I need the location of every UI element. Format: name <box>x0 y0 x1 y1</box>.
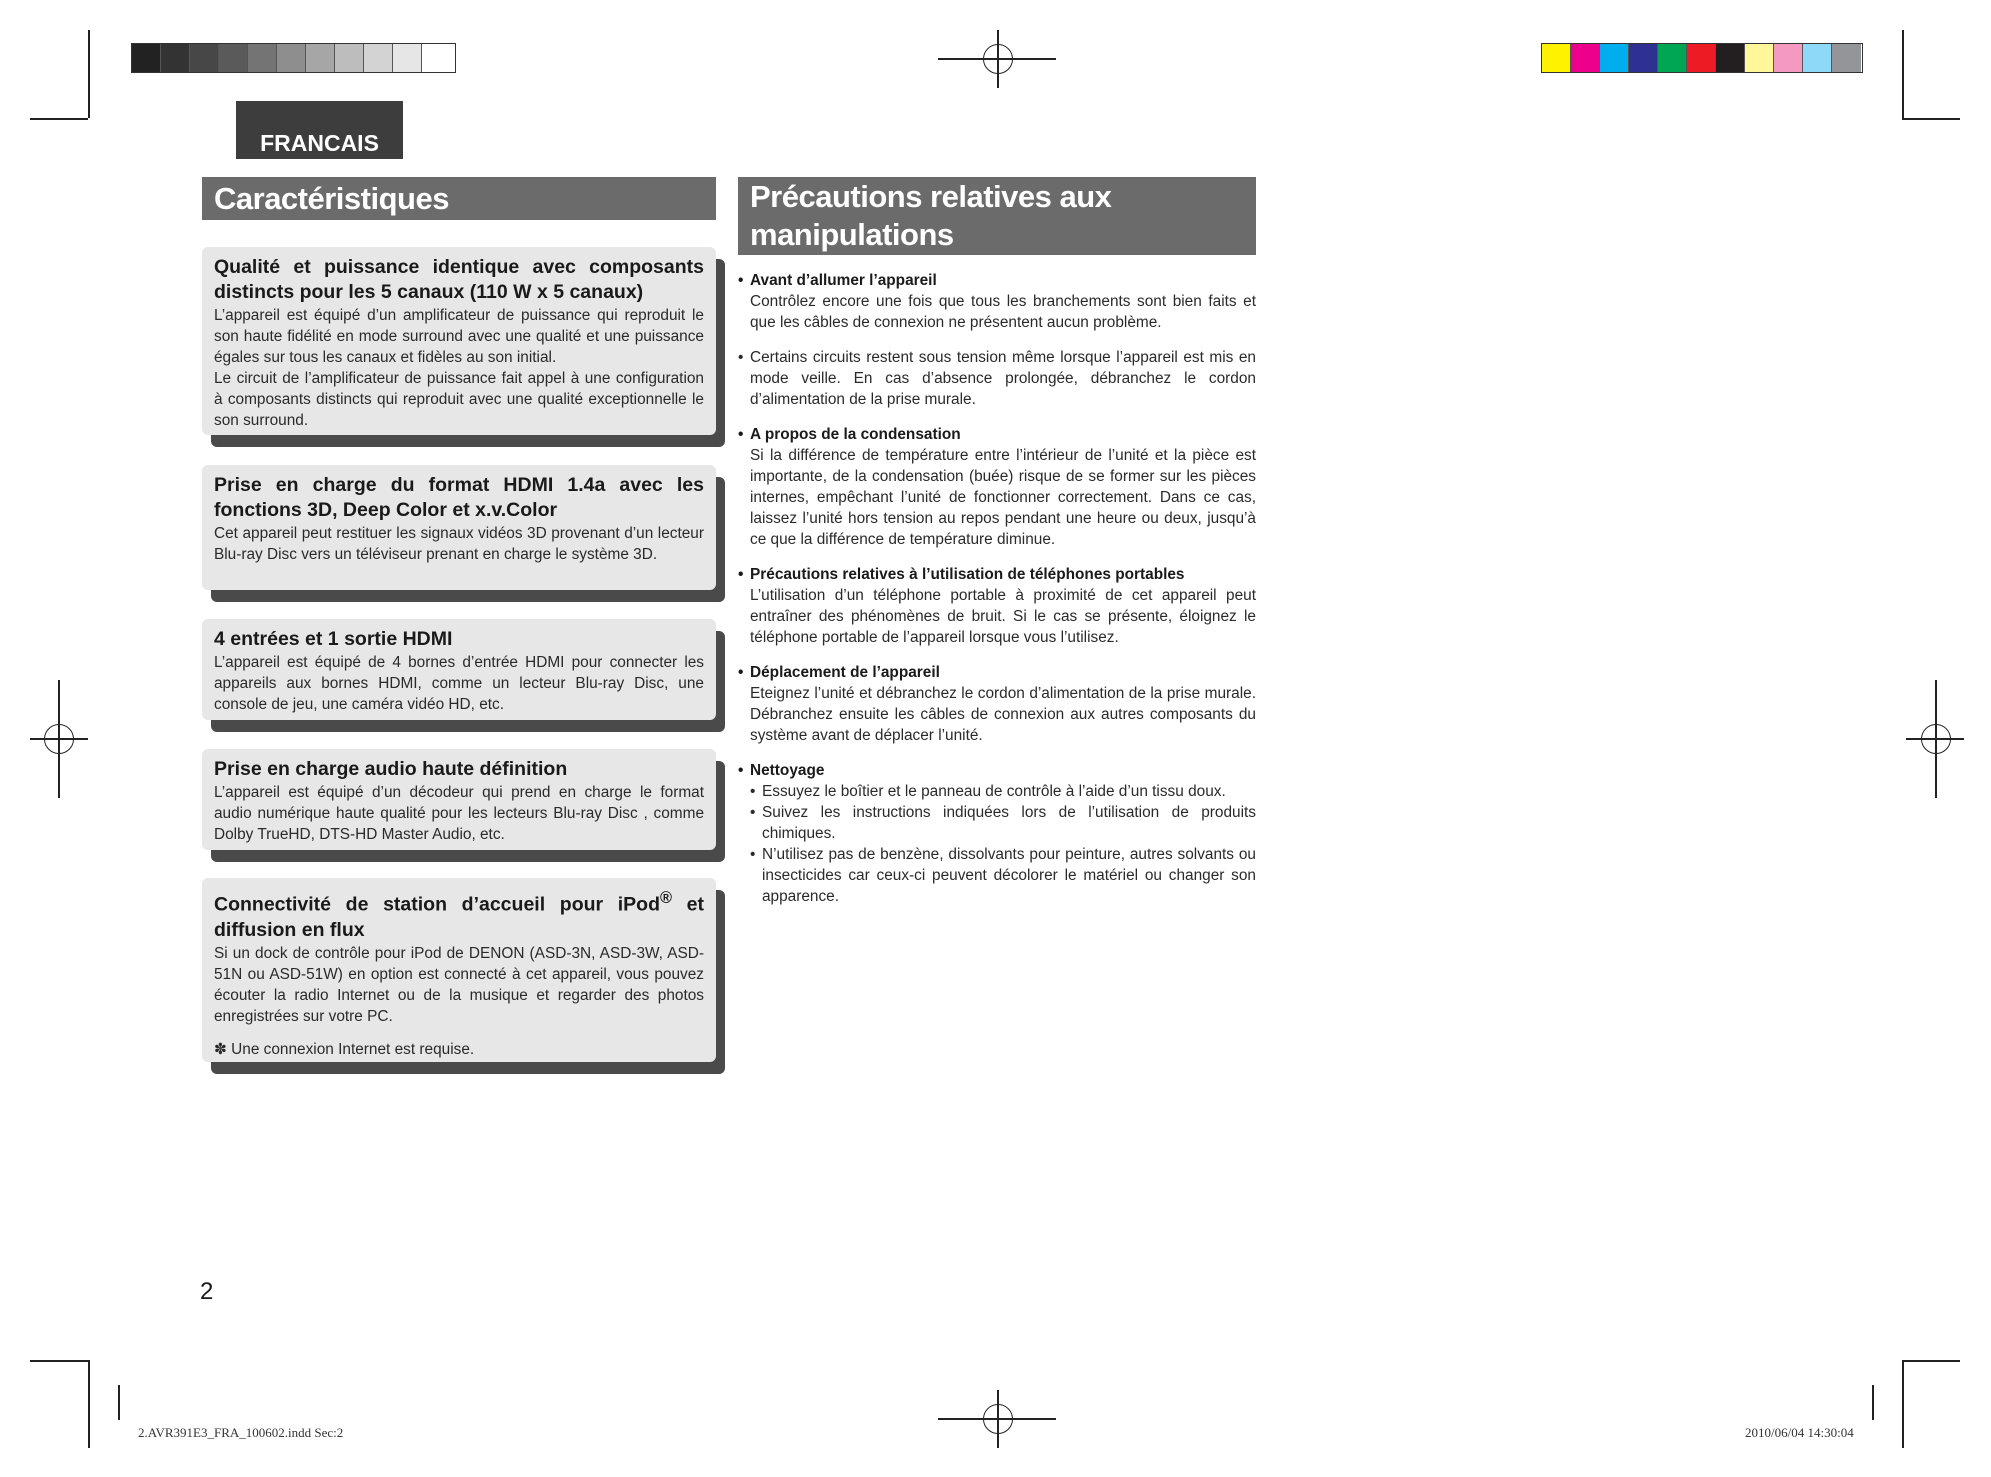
feature-text: Si un dock de contrôle pour iPod de DENON (ASD-3N, ASD-3W, ASD-51N ou ASD-51W) en option est connecté à cet appareil, vous pouvez écouter la radio Internet ou de la musique et regarder des photos enregistrées sur votre PC. <box>214 944 704 1025</box>
bullet: • <box>738 664 744 681</box>
process-color-swatch <box>1774 44 1803 72</box>
feature-box-ipod-dock <box>202 878 716 1062</box>
precautions-list <box>738 270 1256 919</box>
precaution-item <box>738 760 1256 907</box>
feature-text: L’appareil est équipé d’un amplificateur de puissance qui reproduit le son haute fidélité en mode surround avec une qualité et une puissance égales sur tous les canaux et fidèles au son initial. <box>214 307 704 366</box>
bullet: • <box>738 426 744 443</box>
page-number: 2 <box>200 1278 214 1305</box>
precaution-heading <box>738 270 1256 291</box>
process-color-swatch <box>1571 44 1600 72</box>
sub-item-text: Essuyez le boîtier et le panneau de contrôle à l’aide d’un tissu doux. <box>762 783 1226 800</box>
language-tab: FRANCAIS <box>236 101 403 159</box>
process-color-swatch <box>1600 44 1629 72</box>
grayscale-swatch <box>161 44 190 72</box>
precaution-plain-text: Certains circuits restent sous tension même lorsque l’appareil est mis en mode veille. En cas d’absence prolongée, débranchez le cordon d’alimentation de la prise murale. <box>750 349 1256 408</box>
feature-text: L’appareil est équipé de 4 bornes d’entrée HDMI pour connecter les appareils aux bornes HDMI, comme un lecteur Blu-ray Disc, une console de jeu, une caméra vidéo HD, etc. <box>214 654 704 713</box>
feature-title: Prise en charge du format HDMI 1.4a avec les fonctions 3D, Deep Color et x.v.Color <box>214 474 704 521</box>
precaution-item <box>738 424 1256 550</box>
bullet: • <box>750 783 756 800</box>
process-color-swatch <box>1745 44 1774 72</box>
grayscale-swatch <box>393 44 422 72</box>
registered-mark: ® <box>660 889 672 907</box>
grayscale-swatch <box>335 44 364 72</box>
section-title-text: Caractéristiques <box>214 181 449 216</box>
precaution-text: L’utilisation d’un téléphone portable à proximité de cet appareil peut entraîner des phénomènes de bruit. Si le cas se présente, éloignez le téléphone portable de l’appareil lorsque vous l’utilisez. <box>750 587 1256 646</box>
precaution-heading <box>738 662 1256 683</box>
section-title-line: Précautions relatives aux <box>750 179 1112 214</box>
grayscale-swatch <box>248 44 277 72</box>
grayscale-swatch <box>132 44 161 72</box>
process-color-bar <box>1541 43 1863 73</box>
precaution-text: Contrôlez encore une fois que tous les branchements sont bien faits et que les câbles de connexion ne présentent aucun problème. <box>750 293 1256 331</box>
precaution-heading-text: Précautions relatives à l’utilisation de téléphones portables <box>750 566 1185 583</box>
process-color-swatch <box>1687 44 1716 72</box>
precaution-item <box>738 270 1256 333</box>
feature-text: L’appareil est équipé d’un décodeur qui prend en charge le format audio numérique haute qualité pour les lecteurs Blu-ray Disc , comme Dolby TrueHD, DTS-HD Master Audio, etc. <box>214 784 704 843</box>
slug-timestamp: 2010/06/04 14:30:04 <box>1745 1425 1854 1440</box>
feature-title-part: Connectivité de station d’accueil pour iPod <box>214 893 661 916</box>
bullet: • <box>738 566 744 583</box>
bullet: • <box>750 804 756 821</box>
grayscale-swatch <box>364 44 393 72</box>
feature-title-part: et diffusion en flux <box>214 893 704 941</box>
sub-list-item <box>750 844 1256 907</box>
grayscale-swatch <box>219 44 248 72</box>
precaution-heading <box>738 760 1256 781</box>
grayscale-swatch <box>190 44 219 72</box>
precaution-heading-text: Nettoyage <box>750 762 825 779</box>
process-color-swatch <box>1803 44 1832 72</box>
feature-box-hd-audio <box>202 749 716 850</box>
precaution-item <box>738 662 1256 746</box>
feature-title: Qualité et puissance identique avec composants distincts pour les 5 canaux (110 W x 5 canaux) <box>214 256 704 303</box>
bullet: • <box>738 349 744 366</box>
feature-title <box>214 886 704 943</box>
bullet: • <box>738 272 744 289</box>
precaution-heading-text: Déplacement de l’appareil <box>750 664 940 681</box>
sub-list-item <box>750 802 1256 844</box>
feature-title: Prise en charge audio haute définition <box>214 758 568 780</box>
grayscale-calibration-bar <box>131 43 456 73</box>
precaution-text: Eteignez l’unité et débranchez le cordon d’alimentation de la prise murale. Débranchez ensuite les câbles de connexion aux autres composants du système avant de déplacer l’unité. <box>750 685 1256 744</box>
sub-item-text: Suivez les instructions indiquées lors de l’utilisation de produits chimiques. <box>762 804 1256 842</box>
process-color-swatch <box>1542 44 1571 72</box>
precaution-heading <box>738 424 1256 445</box>
feature-box-quality <box>202 247 716 435</box>
precaution-item <box>738 347 1256 410</box>
precaution-plain <box>738 347 1256 410</box>
feature-note: ✽ Une connexion Internet est requise. <box>214 1040 475 1058</box>
precaution-heading-text: A propos de la condensation <box>750 426 961 443</box>
precaution-heading-text: Avant d’allumer l’appareil <box>750 272 937 289</box>
feature-text: Le circuit de l’amplificateur de puissance fait appel à une configuration à composants distincts qui reproduit avec une qualité exceptionnelle le son surround. <box>214 370 704 429</box>
sub-list-item <box>750 781 1256 802</box>
process-color-swatch <box>1832 44 1861 72</box>
bullet: • <box>750 846 756 863</box>
section-title-precautions <box>738 177 1256 255</box>
precaution-item <box>738 564 1256 648</box>
feature-text: Cet appareil peut restituer les signaux vidéos 3D provenant d’un lecteur Blu-ray Disc vers un téléviseur prenant en charge le système 3D. <box>214 525 704 563</box>
sub-item-text: N’utilisez pas de benzène, dissolvants pour peinture, autres solvants ou insecticides car ceux-ci peuvent décolorer le matériel ou changer son apparence. <box>762 846 1256 905</box>
process-color-swatch <box>1658 44 1687 72</box>
feature-box-hdmi-io <box>202 619 716 720</box>
feature-box-hdmi-14a <box>202 465 716 590</box>
section-title-caracteristiques <box>202 177 716 220</box>
process-color-swatch <box>1716 44 1745 72</box>
section-title-line: manipulations <box>750 217 954 252</box>
bullet: • <box>738 762 744 779</box>
grayscale-swatch <box>277 44 306 72</box>
feature-title: 4 entrées et 1 sortie HDMI <box>214 628 453 650</box>
precaution-text: Si la différence de température entre l’intérieur de l’unité et la pièce est importante, de la condensation (buée) risque de se former sur les pièces internes, empêchant l’unité de fonctionner correctement. Dans ce cas, laissez l’unité hors tension au repos pendant une heure ou deux, jusqu’à ce que la différence de température diminue. <box>750 447 1256 548</box>
grayscale-swatch <box>422 44 451 72</box>
process-color-swatch <box>1629 44 1658 72</box>
precaution-heading <box>738 564 1256 585</box>
cleaning-sub-list <box>750 781 1256 907</box>
grayscale-swatch <box>306 44 335 72</box>
slug-filename: 2.AVR391E3_FRA_100602.indd Sec:2 <box>138 1425 344 1440</box>
